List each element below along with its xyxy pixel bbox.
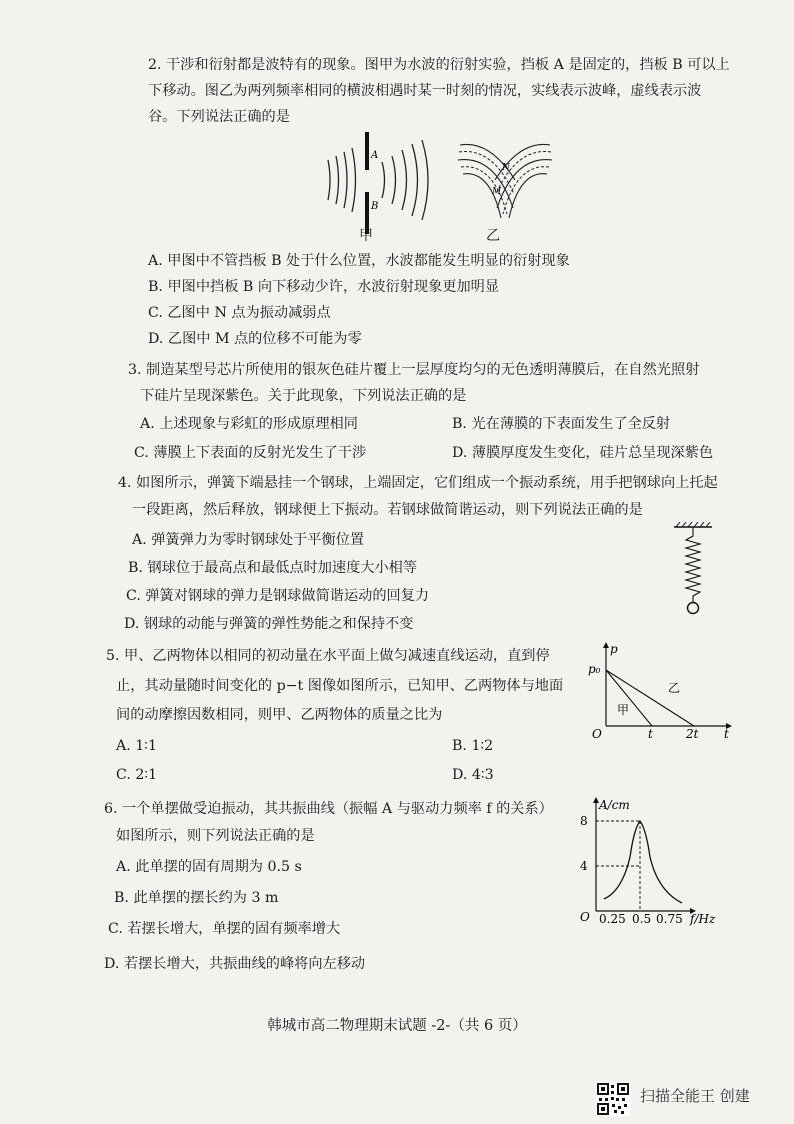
origin-label: O <box>580 910 590 924</box>
spring-ball-figure <box>672 522 716 620</box>
page-footer: 韩城市高二物理期末试题 -2-（共 6 页） <box>267 1018 527 1034</box>
q2-option-d: D. 乙图中 M 点的位移不可能为零 <box>148 331 362 347</box>
q4-option-a: A. 弹簧弹力为零时钢球处于平衡位置 <box>132 532 365 548</box>
x-tick-0-75: 0.75 <box>656 912 683 926</box>
p0-label: p₀ <box>588 662 601 676</box>
q2-stem-line-1: 2. 干涉和衍射都是波特有的现象。图甲为水波的衍射实验，挡板 A 是固定的，挡板 B 可以上 <box>148 57 730 73</box>
diffraction-figure-jia <box>322 130 434 242</box>
y-tick-8: 8 <box>580 814 588 828</box>
barrier-a-label: A <box>371 150 379 161</box>
q5-stem-line-3: 间的动摩擦因数相同，则甲、乙两物体的质量之比为 <box>116 707 443 723</box>
t-axis-label: t <box>724 727 729 740</box>
x-tick-0-25: 0.25 <box>599 912 626 926</box>
q6-stem-line-1: 6. 一个单摆做受迫振动，其共振曲线（振幅 A 与驱动力频率 f 的关系） <box>104 801 553 817</box>
q4-option-c: C. 弹簧对钢球的弹力是钢球做简谐运动的回复力 <box>126 588 430 604</box>
y-tick-4: 4 <box>580 859 588 873</box>
q3-option-a: A. 上述现象与彩虹的形成原理相同 <box>140 416 358 432</box>
frequency-axis-label: f/Hz <box>690 912 716 926</box>
q4-stem-line-2: 一段距离，然后释放，钢球便上下振动。若钢球做简谐运动，则下列说法正确的是 <box>132 502 643 518</box>
qr-code-icon <box>596 1082 630 1116</box>
resonance-curve-graph <box>574 793 734 929</box>
figure-yi-caption: 乙 <box>486 228 500 244</box>
interference-figure-yi <box>455 130 555 222</box>
x-tick-0-5: 0.5 <box>632 912 652 926</box>
origin-label: O <box>592 727 602 740</box>
q5-stem-line-1: 5. 甲、乙两物体以相同的初动量在水平面上做匀减速直线运动，直到停 <box>106 648 550 664</box>
q5-option-c: C. 2∶1 <box>116 767 158 783</box>
barrier-b-label: B <box>371 201 379 212</box>
q3-option-b: B. 光在薄膜的下表面发生了全反射 <box>452 416 671 432</box>
q5-stem-line-2: 止，其动量随时间变化的 p−t 图像如图所示，已知甲、乙两物体与地面 <box>116 678 564 694</box>
q5-option-b: B. 1∶2 <box>452 738 494 754</box>
2t-tick-label: 2t <box>686 727 699 740</box>
q4-stem-line-1: 4. 如图所示，弹簧下端悬挂一个钢球，上端固定，它们组成一个振动系统，用手把钢球向上托起 <box>118 475 718 491</box>
t-tick-label: t <box>648 727 653 740</box>
line-jia-label: 甲 <box>617 703 630 717</box>
q6-option-a: A. 此单摆的固有周期为 0.5 s <box>116 859 302 875</box>
line-yi-label: 乙 <box>668 681 681 695</box>
q3-stem-line-2: 下硅片呈现深紫色。关于此现象，下列说法正确的是 <box>140 388 467 404</box>
point-m-label: M <box>492 187 502 197</box>
figure-jia-caption: 甲 <box>359 228 373 244</box>
point-n-label: N <box>502 163 510 173</box>
q2-stem-line-3: 谷。下列说法正确的是 <box>148 109 290 125</box>
q3-option-c: C. 薄膜上下表面的反射光发生了干涉 <box>134 445 367 461</box>
q4-option-d: D. 钢球的动能与弹簧的弹性势能之和保持不变 <box>124 616 414 632</box>
scanner-watermark: 扫描全能王 创建 <box>640 1087 750 1105</box>
q2-option-c: C. 乙图中 N 点为振动减弱点 <box>148 305 331 321</box>
q6-option-b: B. 此单摆的摆长约为 3 m <box>114 890 279 906</box>
q2-option-a: A. 甲图中不管挡板 B 处于什么位置，水波都能发生明显的衍射现象 <box>148 253 570 269</box>
q3-stem-line-1: 3. 制造某型号芯片所使用的银灰色硅片覆上一层厚度均匀的无色透明薄膜后，在自然光照射 <box>128 362 700 378</box>
q6-option-d: D. 若摆长增大，共振曲线的峰将向左移动 <box>104 956 366 972</box>
q5-option-a: A. 1∶1 <box>116 738 158 754</box>
q2-option-b: B. 甲图中挡板 B 向下移动少许，水波衍射现象更加明显 <box>148 279 500 295</box>
q6-stem-line-2: 如图所示，则下列说法正确的是 <box>116 828 315 844</box>
q6-option-c: C. 若摆长增大，单摆的固有频率增大 <box>108 921 341 937</box>
p-axis-label: p <box>610 642 618 656</box>
momentum-time-graph <box>584 640 734 740</box>
q2-stem-line-2: 下移动。图乙为两列频率相同的横波相遇时某一时刻的情况，实线表示波峰，虚线表示波 <box>148 83 702 99</box>
q5-option-d: D. 4∶3 <box>452 767 494 783</box>
amplitude-axis-label: A/cm <box>599 798 630 812</box>
q3-option-d: D. 薄膜厚度发生变化，硅片总呈现深紫色 <box>452 445 714 461</box>
q4-option-b: B. 钢球位于最高点和最低点时加速度大小相等 <box>128 560 418 576</box>
